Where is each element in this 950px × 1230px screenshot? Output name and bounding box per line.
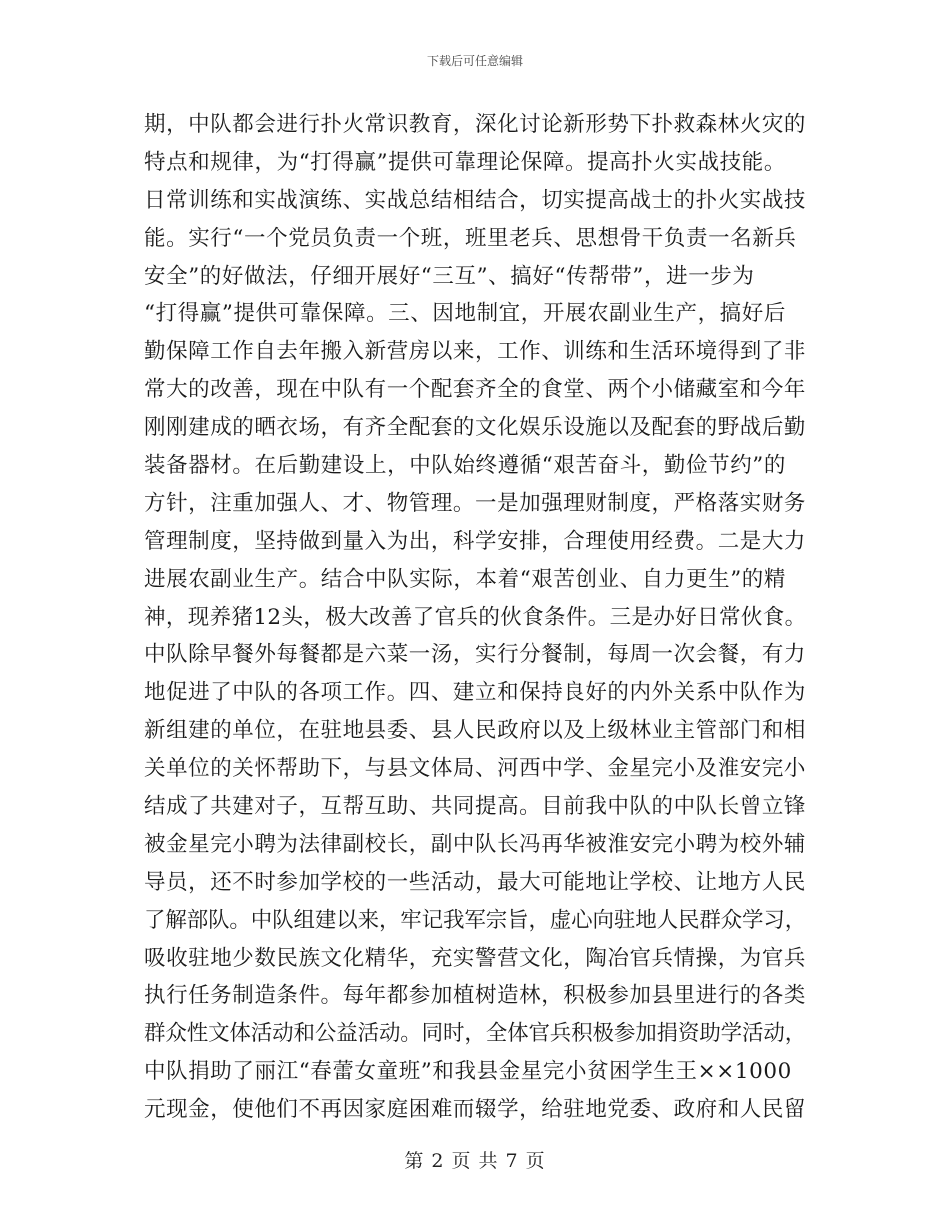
text-line: 期，中队都会进行扑火常识教育，深化讨论新形势下扑救森林火灾的: [144, 112, 807, 137]
text-line: 地促进了中队的各项工作。四、建立和保持良好的内外关系中队作为: [144, 680, 807, 706]
text-line: 中队捐助了丽江“春蕾女童班”和我县金星完小贫困学生王××1000: [144, 1059, 792, 1085]
text-line: “打得赢”提供可靠保障。三、因地制宜，开展农副业生产，搞好后: [144, 301, 786, 327]
text-line: 安全”的好做法，仔细开展好“三互”、搞好“传帮带”，进一步为: [144, 263, 755, 289]
text-line: 进展农副业生产。结合中队实际，本着“艰苦创业、自力更生”的精: [144, 566, 786, 592]
text-line: 元现金，使他们不再因家庭困难而辍学，给驻地党委、政府和人民留: [144, 1097, 807, 1123]
text-line: 管理制度，坚持做到量入为出，科学安排，合理使用经费。二是大力: [144, 528, 807, 554]
text-line: 能。实行“一个党员负责一个班，班里老兵、思想骨干负责一名新兵: [144, 225, 797, 251]
page-number-footer: 第 2 页 共 7 页: [404, 1150, 546, 1172]
text-line: 神，现养猪12头，极大改善了官兵的伙食条件。三是办好日常伙食。: [144, 604, 807, 630]
text-line: 群众性文体活动和公益活动。同时，全体官兵积极参加捐资助学活动，: [144, 1021, 807, 1047]
body-text: [144, 106, 806, 1129]
text-line: 吸收驻地少数民族文化精华，充实警营文化，陶冶官兵情操，为官兵: [144, 945, 807, 971]
text-line: 被金星完小聘为法律副校长，副中队长冯再华被淮安完小聘为校外辅: [144, 831, 807, 857]
text-line: 勤保障工作自去年搬入新营房以来，工作、训练和生活环境得到了非: [144, 339, 807, 365]
text-line: 导员，还不时参加学校的一些活动，最大可能地让学校、让地方人民: [144, 869, 807, 895]
text-line: 关单位的关怀帮助下，与县文体局、河西中学、金星完小及淮安完小: [144, 756, 807, 782]
text-line: 执行任务制造条件。每年都参加植树造林，积极参加县里进行的各类: [144, 983, 807, 1009]
text-line: 方针，注重加强人、才、物管理。一是加强理财制度，严格落实财务: [144, 490, 807, 516]
text-line: 装备器材。在后勤建设上，中队始终遵循“艰苦奋斗，勤俭节约”的: [144, 453, 786, 479]
text-line: 刚刚建成的晒衣场，有齐全配套的文化娱乐设施以及配套的野战后勤: [144, 415, 807, 441]
text-line: 特点和规律，为“打得赢”提供可靠理论保障。提高扑火实战技能。: [144, 149, 786, 175]
text-line: 结成了共建对子，互帮互助、共同提高。目前我中队的中队长曾立锋: [144, 794, 807, 820]
text-line: 常大的改善，现在中队有一个配套齐全的食堂、两个小储藏室和今年: [144, 377, 807, 403]
text-line: 新组建的单位，在驻地县委、县人民政府以及上级林业主管部门和相: [144, 718, 807, 744]
text-line: 日常训练和实战演练、实战总结相结合，切实提高战士的扑火实战技: [144, 187, 807, 213]
header-note: 下载后可任意编辑: [426, 54, 523, 68]
text-line: 了解部队。中队组建以来，牢记我军宗旨，虚心向驻地人民群众学习，: [144, 907, 807, 933]
text-line: 中队除早餐外每餐都是六菜一汤，实行分餐制，每周一次会餐，有力: [144, 642, 807, 668]
